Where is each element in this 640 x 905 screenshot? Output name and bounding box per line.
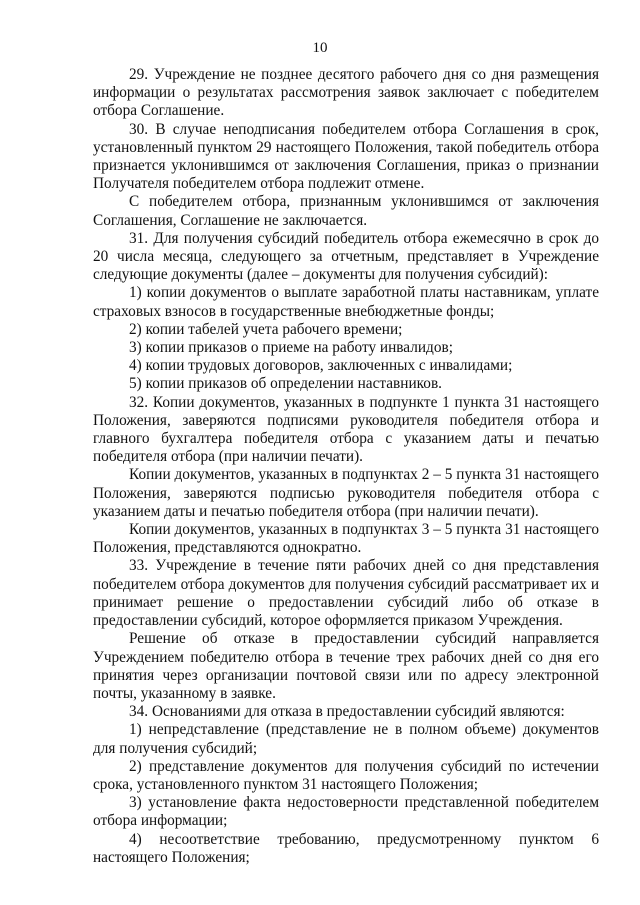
- list-item-31-2: 2) копии табелей учета рабочего времени;: [129, 320, 403, 338]
- paragraph-32-b: Копии документов, указанных в подпунктах 2 – 5 пункта 31 настоящего Положения, заверяются подписью руководителя победителя отбора с указанием даты и печатью победителя отбора (при наличии печати).: [93, 466, 599, 520]
- paragraph-33: 33. Учреждение в течение пяти рабочих дней со дня представления победителем отбора документов для получения субсидий рассматривает их и принимает решение о предоставлении субсидий либо об отказе в предоставлении субсидий, которое оформляется приказом Учреждения.: [93, 557, 599, 630]
- list-item-34-3: 3) установление факта недостоверности представленной победителем отбора информации;: [93, 794, 599, 830]
- paragraph-33-b: Решение об отказе в предоставлении субсидий направляется Учреждением победителю отбора в течение трех рабочих дней со дня его принятия через организации почтовой связи или по адресу электронной почты, указанному в заявке.: [93, 630, 599, 702]
- list-item-34-2: 2) представление документов для получения субсидий по истечении срока, установленного пунктом 31 настоящего Положения;: [93, 757, 599, 793]
- document-body: [93, 66, 599, 867]
- list-item-31-4: 4) копии трудовых договоров, заключенных с инвалидами;: [129, 357, 513, 375]
- list-item-34-1: 1) непредставление (представление не в полном объеме) документов для получения субсидий;: [93, 721, 599, 757]
- paragraph-29: 29. Учреждение не позднее десятого рабочего дня со дня размещения информации о результатах рассмотрения заявок заключает с победителем отбора Соглашение.: [93, 66, 599, 120]
- list-item-31-3: 3) копии приказов о приеме на работу инвалидов;: [129, 339, 453, 357]
- paragraph-32-c: Копии документов, указанных в подпунктах 3 – 5 пункта 31 настоящего Положения, представляются однократно.: [93, 521, 599, 557]
- paragraph-32: 32. Копии документов, указанных в подпункте 1 пункта 31 настоящего Положения, заверяются подписями руководителя победителя отбора и главного бухгалтера победителя отбора с указанием даты и печатью победителя отбора (при наличии печати).: [93, 393, 599, 466]
- paragraph-31: 31. Для получения субсидий победитель отбора ежемесячно в срок до 20 числа месяца, следующего за отчетным, представляет в Учреждение следующие документы (далее – документы для получения субсидий):: [93, 229, 599, 284]
- list-item-31-5: 5) копии приказов об определении наставников.: [129, 375, 442, 393]
- paragraph-30: 30. В случае неподписания победителем отбора Соглашения в срок, установленный пунктом 29 настоящего Положения, такой победитель отбора признается уклонившимся от заключения Соглашения, приказ о признании Получателя победителем отбора подлежит отмене.: [93, 120, 599, 193]
- page-number: 10: [312, 40, 328, 56]
- paragraph-30-note: С победителем отбора, признанным уклонившимся от заключения Соглашения, Соглашение не заключается.: [93, 193, 599, 229]
- list-item-31-1: 1) копии документов о выплате заработной платы наставникам, уплате страховых взносов в государственные внебюджетные фонды;: [93, 284, 599, 320]
- paragraph-34: 34. Основаниями для отказа в предоставлении субсидий являются:: [129, 703, 565, 721]
- list-item-34-4: 4) несоответствие требованию, предусмотренному пунктом 6 настоящего Положения;: [93, 830, 599, 866]
